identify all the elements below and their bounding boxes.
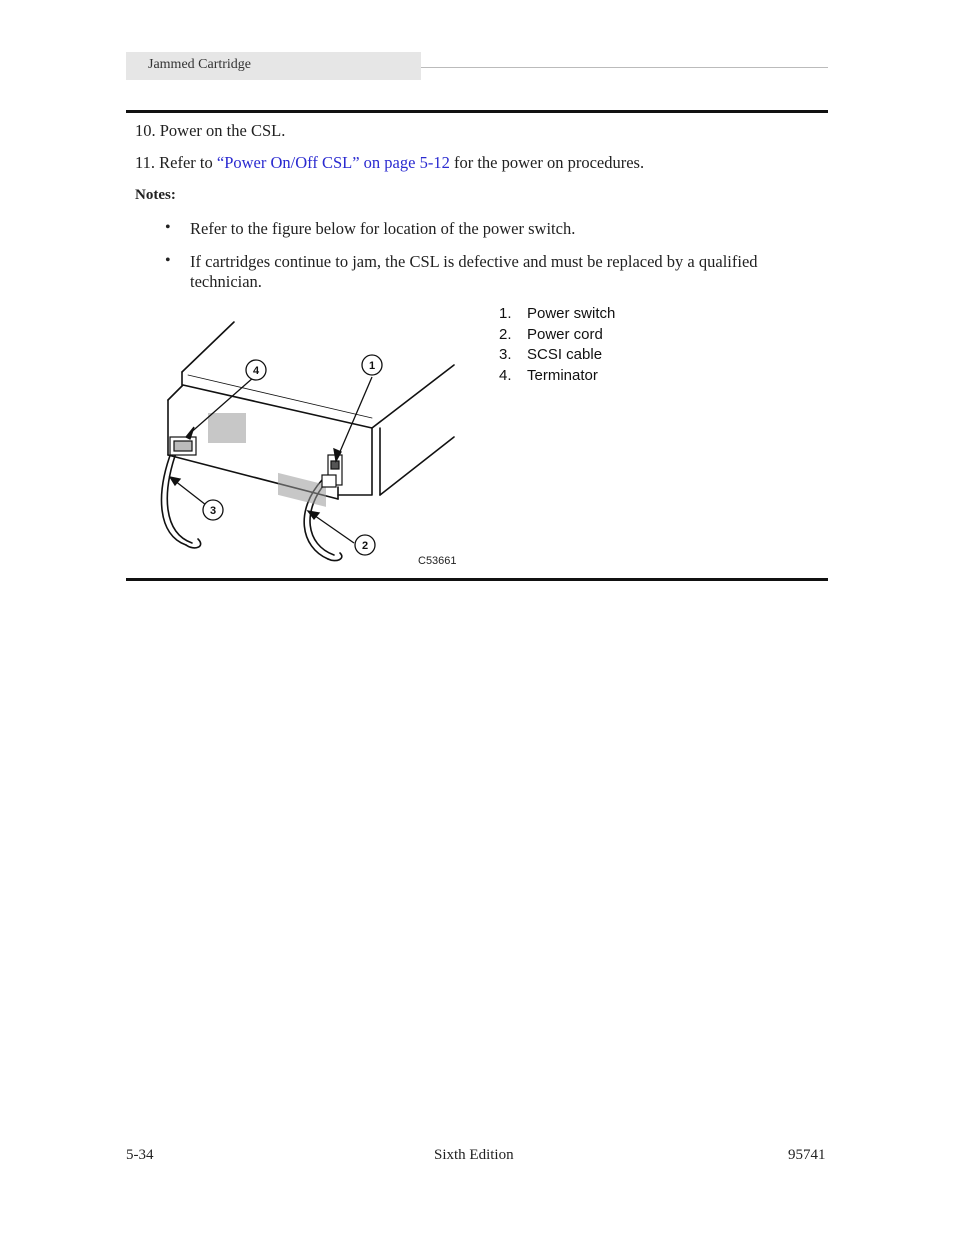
power-on-off-link[interactable]: “Power On/Off CSL” on page 5-12: [216, 153, 450, 172]
callout-label-1: 1: [368, 360, 376, 372]
step-text-prefix: Refer to: [159, 153, 217, 172]
vent-grille-right: [278, 473, 326, 507]
legend-label: Power switch: [527, 305, 616, 322]
callout-label-4: 4: [252, 365, 260, 377]
callout-label-2: 2: [361, 540, 369, 552]
legend-label: SCSI cable: [527, 346, 603, 363]
note-bullet-1: Refer to the figure below for location of the power switch.: [190, 219, 576, 238]
legend-number: 2.: [499, 325, 512, 343]
housing-top-edge: [182, 322, 234, 372]
power-plug: [322, 475, 336, 487]
legend-number: 3.: [499, 346, 512, 363]
figure-legend: [499, 305, 615, 387]
legend-number: 1.: [499, 305, 512, 322]
note-bullet-2: If cartridges continue to jam, the CSL is defective and must be replaced by a qualified: [190, 252, 758, 271]
callout-label-3: 3: [209, 505, 217, 517]
figure-id: C53661: [418, 555, 457, 567]
legend-number: 4.: [499, 366, 512, 384]
top-rule: [126, 110, 828, 113]
step-number: 10.: [135, 121, 156, 140]
legend-item: [499, 326, 615, 347]
legend-item: [499, 305, 615, 326]
footer-doc-number: 95741: [788, 1147, 826, 1163]
vent-grille-left: [208, 413, 246, 443]
leader-line-1: [336, 377, 372, 461]
step-10: [135, 121, 285, 141]
housing-bottom-right-edge: [380, 437, 454, 495]
bottom-rule: [126, 578, 828, 581]
legend-item: [499, 367, 615, 388]
legend-label: Terminator: [527, 366, 598, 384]
bullet-dot: •: [165, 252, 171, 269]
step-number: 11.: [135, 153, 156, 172]
notes-label: Notes:: [135, 187, 176, 203]
note-bullet-2-cont: technician.: [190, 272, 262, 291]
footer-edition: Sixth Edition: [434, 1147, 514, 1163]
header-rule: [421, 67, 828, 68]
legend-item: [499, 346, 615, 367]
legend-label: Power cord: [527, 325, 603, 343]
csl-rear-panel-figure: [150, 315, 470, 577]
bullet-dot: •: [165, 219, 171, 236]
step-11: [135, 153, 644, 173]
running-header-title: Jammed Cartridge: [148, 57, 252, 72]
footer-page-number: 5-34: [126, 1147, 154, 1163]
scsi-cable: [162, 450, 186, 545]
step-text: Power on the CSL.: [159, 121, 286, 140]
step-text-suffix: for the power on procedures.: [449, 153, 645, 172]
